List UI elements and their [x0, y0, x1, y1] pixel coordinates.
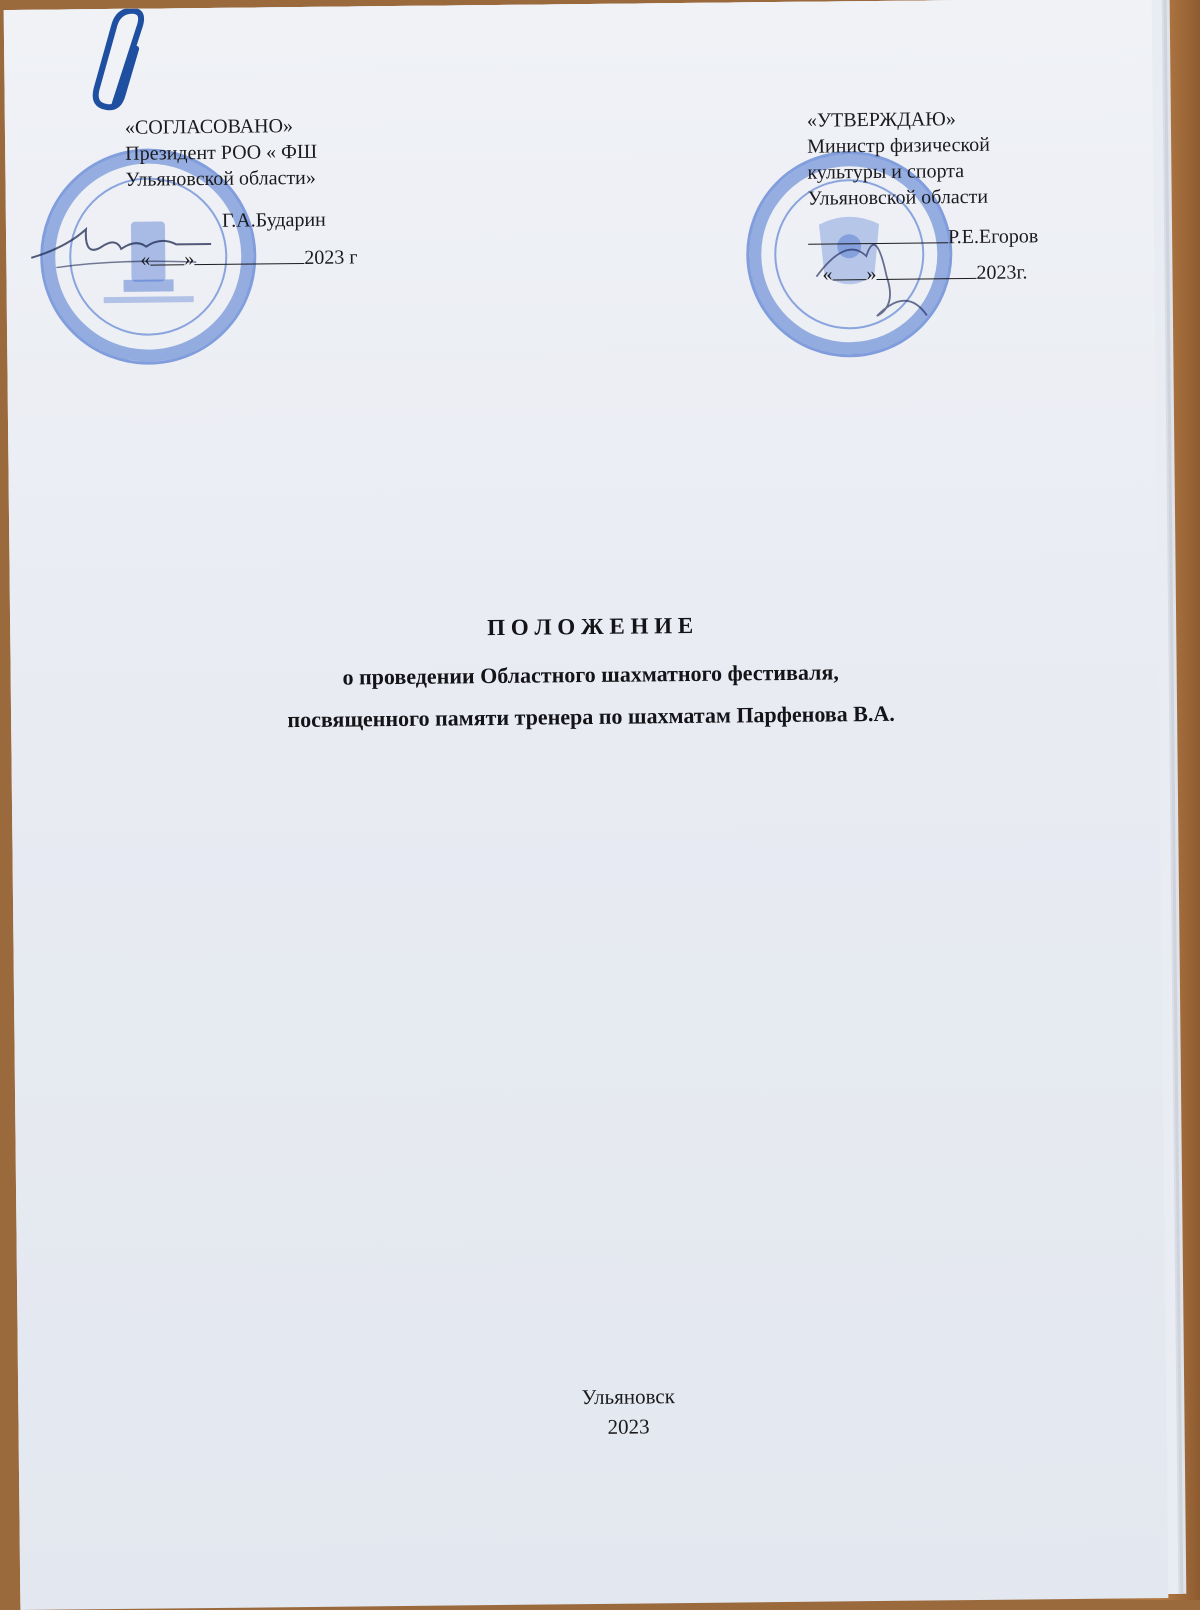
document-title: П О Л О Ж Е Н И Е [487, 612, 694, 641]
document-subtitle-line1: о проведении Областного шахматного фестиваля, [342, 659, 839, 690]
approval-block-agreed [125, 112, 358, 272]
agreed-signer-name: Г.А.Бударин [221, 208, 326, 232]
paper-stack [4, 0, 1179, 1606]
approved-position-line3: Ульяновской области [807, 185, 989, 210]
agreed-position-line2: Ульяновской области» [125, 166, 316, 191]
approved-month-line [876, 260, 976, 280]
footer-year: 2023 [607, 1414, 650, 1439]
agreed-position-line1: Президент РОО « ФШ [125, 140, 318, 165]
approved-date-close: » [866, 262, 877, 286]
agreed-month-line [194, 245, 304, 265]
agreed-date-open: « [140, 248, 151, 271]
approved-heading: «УТВЕРЖДАЮ» [806, 108, 956, 132]
document-page [4, 0, 1169, 1610]
paperclip-icon [84, 8, 165, 119]
agreed-year: 2023 г [304, 246, 358, 269]
approved-position-line2: культуры и спорта [807, 160, 965, 184]
approved-day-line [832, 261, 866, 280]
agreed-day-line [150, 246, 184, 265]
approved-year: 2023г. [976, 261, 1028, 284]
approval-block-approved [807, 105, 1039, 287]
approved-date-open: « [822, 263, 833, 286]
approved-position-line1: Министр физической [807, 133, 990, 158]
approved-signer-name: Р.Е.Егоров [947, 225, 1039, 249]
approved-signature-line [808, 224, 948, 244]
document-subtitle-line2: посвященного памяти тренера по шахматам Парфенова В.А. [287, 700, 895, 733]
agreed-date-close: » [184, 248, 195, 271]
footer-city: Ульяновск [581, 1384, 675, 1410]
agreed-heading: «СОГЛАСОВАНО» [124, 115, 294, 139]
